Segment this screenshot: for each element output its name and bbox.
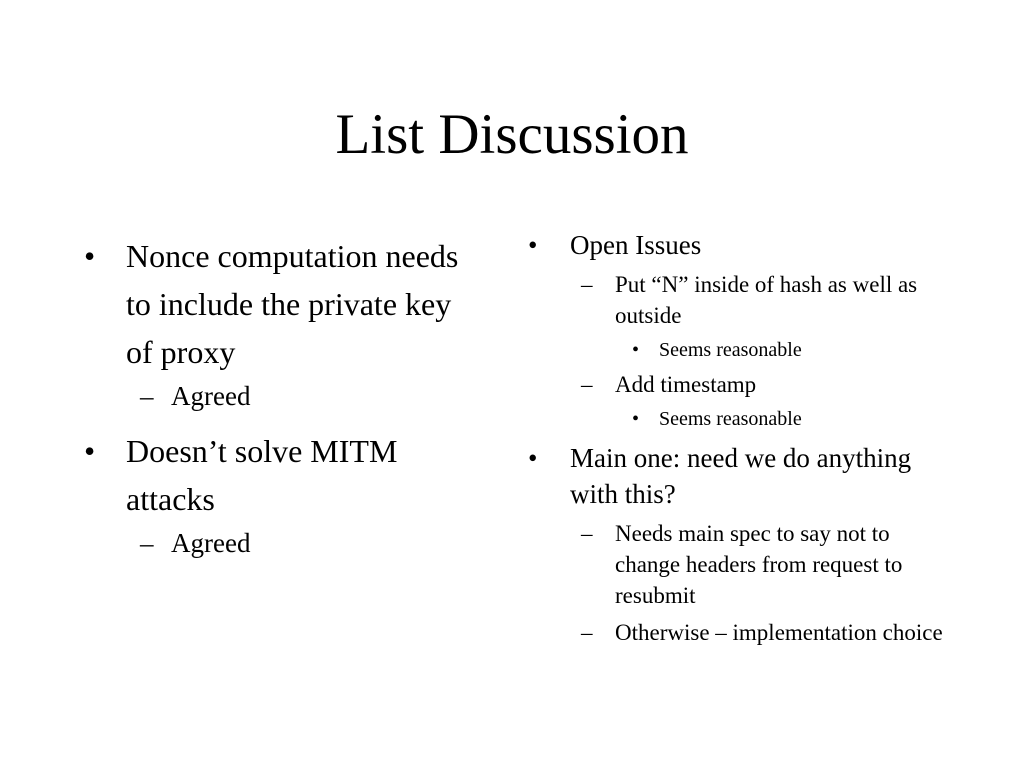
list-item-open-issues <box>528 227 948 263</box>
slide-title: List Discussion <box>335 103 689 166</box>
list-item <box>84 232 484 376</box>
right-column <box>528 227 948 648</box>
bullet-icon: • <box>84 433 96 469</box>
sub-sub-list-item <box>528 406 948 432</box>
bullet-icon: • <box>632 408 640 430</box>
list-item <box>84 427 484 523</box>
dash-icon: – <box>581 372 593 397</box>
sub-list-item <box>528 617 948 648</box>
sub-list-item <box>528 269 948 331</box>
list-item-text: Main one: need we do anything with this? <box>570 443 912 509</box>
sub-sub-list-item-text: Seems reasonable <box>659 339 802 361</box>
sub-list-item-text: Agreed <box>171 381 251 411</box>
sub-sub-list-item-text: Seems reasonable <box>659 408 802 430</box>
list-item-text: Doesn’t solve MITM attacks <box>126 433 398 517</box>
bullet-icon: • <box>84 238 96 274</box>
sub-list-item <box>528 518 948 611</box>
dash-icon: – <box>581 272 593 297</box>
list-item-text: Open Issues <box>570 230 702 260</box>
sub-list-item <box>84 525 484 561</box>
bullet-icon: • <box>528 443 538 473</box>
bullet-icon: • <box>632 339 640 361</box>
dash-icon: – <box>581 521 593 546</box>
sub-list-item-text: Add timestamp <box>615 372 757 397</box>
dash-icon: – <box>140 528 154 558</box>
spacer <box>528 432 948 440</box>
sub-list-item-text: Needs main spec to say not to change headers from request to resubmit <box>615 521 903 608</box>
dash-icon: – <box>140 381 154 411</box>
dash-icon: – <box>581 620 593 645</box>
sub-list-item <box>528 369 948 400</box>
sub-list-item-text: Put “N” inside of hash as well as outside <box>615 272 918 328</box>
left-column <box>84 232 484 574</box>
sub-list-item-text: Agreed <box>171 528 251 558</box>
list-item-text: Nonce computation needs to include the private key of proxy <box>126 238 459 370</box>
sub-list-item-text: Otherwise – implementation choice <box>615 620 943 645</box>
sub-sub-list-item <box>528 337 948 363</box>
bullet-icon: • <box>528 230 538 260</box>
sub-list-item <box>84 378 484 414</box>
list-item-main-one <box>528 440 948 512</box>
